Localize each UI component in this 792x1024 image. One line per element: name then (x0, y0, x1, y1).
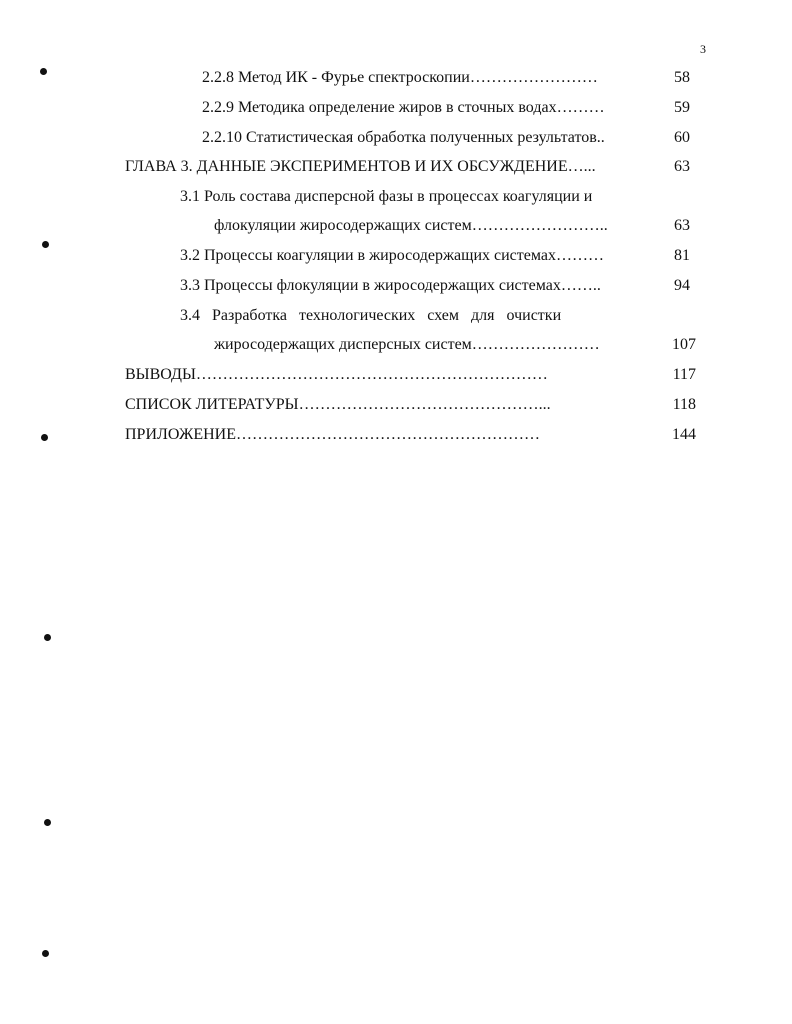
toc-entry-page: 63 (674, 158, 690, 175)
toc-entry-text: флокуляции жиросодержащих систем…………………….. (214, 217, 608, 234)
toc-entry-text: СПИСОК ЛИТЕРАТУРЫ………………………………………... (125, 396, 551, 413)
toc-entry-text: ГЛАВА 3. ДАННЫЕ ЭКСПЕРИМЕНТОВ И ИХ ОБСУЖДЕНИЕ…... (125, 158, 596, 175)
toc-entry-page: 118 (672, 396, 696, 413)
toc-entry-page: 117 (672, 366, 696, 383)
toc-entry-page: 58 (674, 69, 690, 86)
toc-entry-page: 63 (674, 217, 690, 234)
toc-entry-page: 94 (674, 277, 690, 294)
toc-entry-text: 3.4 Разработка технологических схем для очистки (180, 307, 562, 324)
toc-entry-text: 2.2.9 Методика определение жиров в сточных водах……… (202, 99, 605, 116)
toc-entry-text: 2.2.8 Метод ИК - Фурье спектроскопии…………………… (202, 69, 598, 86)
toc-entry-page: 59 (674, 99, 690, 116)
binding-hole-mark (44, 819, 51, 826)
binding-hole-mark (44, 634, 51, 641)
toc-entry-text: 3.2 Процессы коагуляции в жиросодержащих системах……… (180, 247, 604, 264)
toc-entry-text: 3.3 Процессы флокуляции в жиросодержащих системах…….. (180, 277, 601, 294)
page-number: 3 (700, 42, 706, 56)
toc-entry-page: 60 (674, 129, 690, 146)
toc-entry-page: 144 (672, 426, 696, 443)
toc-entry-page: 107 (672, 336, 696, 353)
toc-entry-text: 3.1 Роль состава дисперсной фазы в процессах коагуляции и (180, 188, 593, 205)
binding-hole-mark (42, 241, 49, 248)
binding-hole-mark (40, 68, 47, 75)
toc-entry-text: жиросодержащих дисперсных систем…………………… (214, 336, 600, 353)
toc-entry-text: ВЫВОДЫ………………………………………………………… (125, 366, 548, 383)
binding-hole-mark (42, 950, 49, 957)
toc-entry-text: ПРИЛОЖЕНИЕ………………………………………………… (125, 426, 541, 443)
toc-entry-page: 81 (674, 247, 690, 264)
toc-entry-text: 2.2.10 Статистическая обработка полученных результатов.. (202, 129, 605, 146)
binding-hole-mark (41, 434, 48, 441)
